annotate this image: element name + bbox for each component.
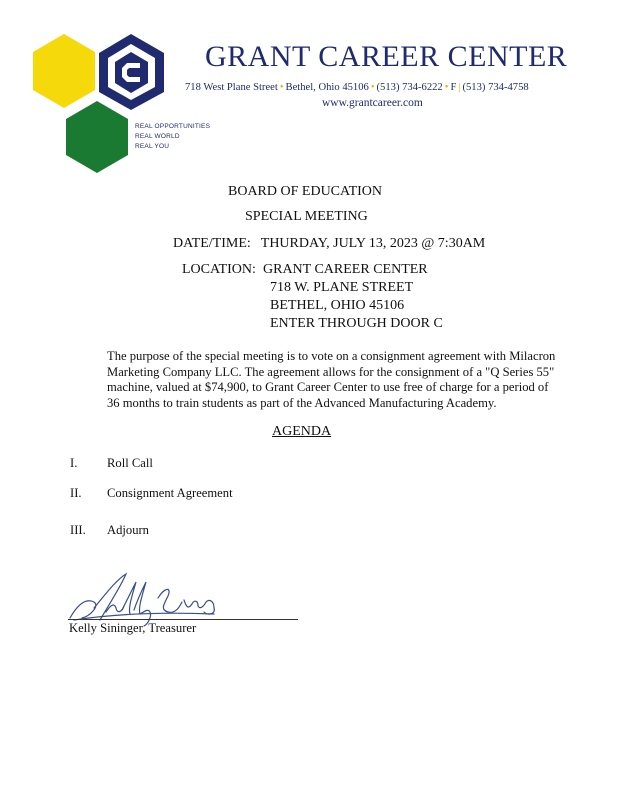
agenda-item-label: Adjourn	[107, 523, 149, 537]
location-line: BETHEL, OHIO 45106	[270, 298, 405, 313]
agenda-item-number: III.	[70, 523, 86, 537]
org-contact-line: 718 West Plane Street • Bethel, Ohio 45106 • (513) 734-6222 • F | (513) 734-4758	[185, 82, 529, 93]
agenda-item-number: I.	[70, 456, 78, 470]
tagline-line: REAL YOU	[135, 143, 170, 150]
org-fax: (513) 734-4758	[462, 82, 529, 93]
location-line: 718 W. PLANE STREET	[270, 280, 414, 295]
location-line: GRANT CAREER CENTER	[263, 262, 428, 277]
org-city: Bethel, Ohio 45106	[285, 82, 369, 93]
agenda-title: AGENDA	[272, 424, 332, 439]
date-label: DATE/TIME:	[173, 236, 251, 251]
meeting-type-heading: SPECIAL MEETING	[245, 209, 368, 224]
agenda-item-label: Consignment Agreement	[107, 486, 233, 500]
org-phone: (513) 734-6222	[376, 82, 443, 93]
org-fax-label: F	[450, 82, 457, 93]
logo-green-hexagon	[66, 101, 128, 173]
tagline	[135, 122, 210, 152]
purpose-paragraph: The purpose of the special meeting is to vote on a consignment agreement with Milacron Marketing Company LLC. The agreement allows for the consignment of a "Q Series 55" machine, valued at $74,900, to Grant Career Center to use free of charge for a period of 36 months to train students as part of the Advanced Manufacturing Academy.	[107, 349, 556, 410]
org-address: 718 West Plane Street	[185, 82, 278, 93]
tagline-line: REAL OPPORTUNITIES	[135, 123, 211, 130]
org-website: www.grantcareer.com	[322, 97, 423, 109]
signature-line	[68, 619, 298, 620]
board-heading: BOARD OF EDUCATION	[228, 184, 383, 199]
agenda-item-number: II.	[70, 486, 82, 500]
tagline-line: REAL WORLD	[135, 133, 180, 140]
logo-yellow-hexagon	[33, 34, 95, 108]
location-line: ENTER THROUGH DOOR C	[270, 316, 443, 331]
location-label: LOCATION:	[182, 262, 256, 277]
agenda-item-label: Roll Call	[107, 456, 153, 470]
date-value: THURDAY, JULY 13, 2023 @ 7:30AM	[260, 236, 486, 251]
date-time-row	[173, 236, 485, 252]
org-name: GRANT CAREER CENTER	[205, 40, 568, 73]
signer-name: Kelly Sininger, Treasurer	[69, 621, 197, 635]
